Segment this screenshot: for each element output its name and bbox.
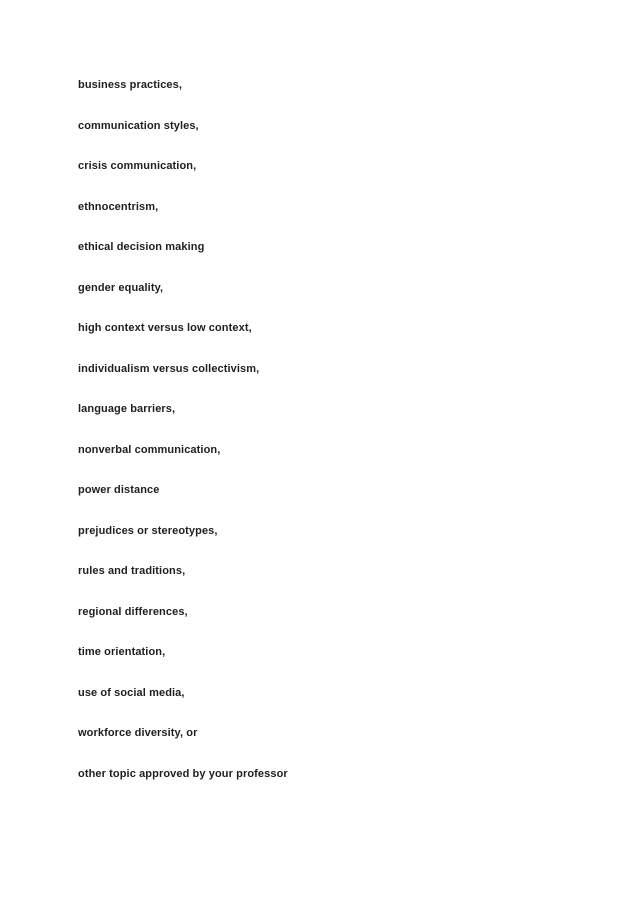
list-item: nonverbal communication, <box>78 443 221 456</box>
list-item: individualism versus collectivism, <box>78 362 260 375</box>
list-item: high context versus low context, <box>78 322 252 334</box>
list-item: workforce diversity, or <box>78 727 198 739</box>
list-item: rules and traditions, <box>78 565 186 577</box>
list-item: gender equality, <box>78 281 164 294</box>
list-item: ethical decision making <box>78 241 205 253</box>
list-item: business practices, <box>78 79 183 91</box>
list-item: time orientation, <box>78 646 166 658</box>
list-item: prejudices or stereotypes, <box>78 524 218 537</box>
list-item: ethnocentrism, <box>78 200 159 213</box>
list-item: regional differences, <box>78 605 188 618</box>
list-item: power distance <box>78 484 160 496</box>
list-item: crisis communication, <box>78 160 197 172</box>
list-item: other topic approved by your professor <box>78 767 288 780</box>
list-item: use of social media, <box>78 686 185 699</box>
topic-list <box>78 78 288 807</box>
list-item: communication styles, <box>78 119 199 132</box>
list-item: language barriers, <box>78 403 176 415</box>
